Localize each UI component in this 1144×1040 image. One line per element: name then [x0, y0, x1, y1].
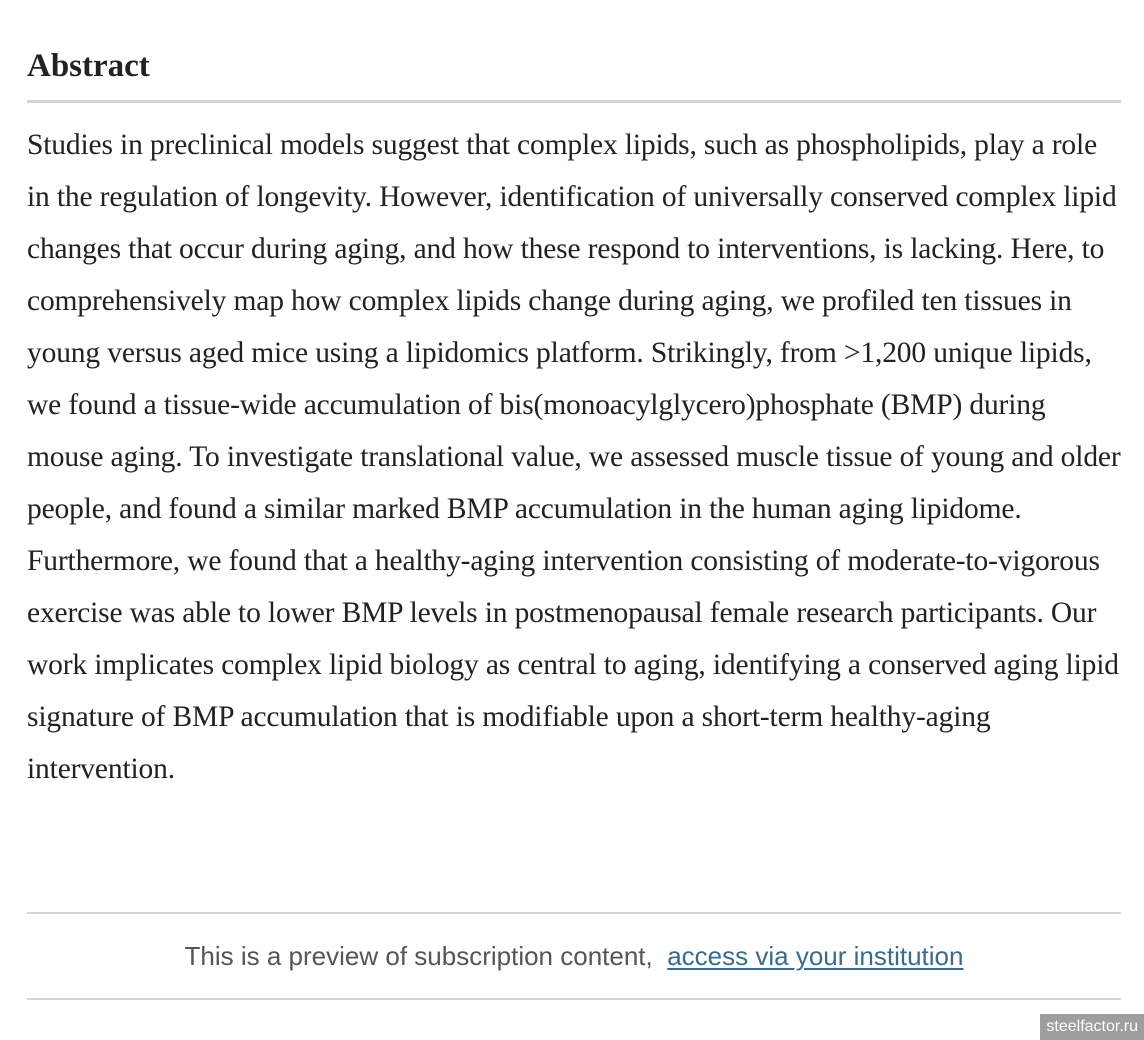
subscription-preview-notice — [27, 912, 1121, 1000]
access-via-institution-link[interactable]: access via your institution — [667, 940, 964, 971]
abstract-section — [27, 0, 1121, 795]
abstract-heading: Abstract — [27, 0, 1121, 103]
watermark: steelfactor.ru — [1040, 1014, 1144, 1040]
abstract-body: Studies in preclinical models suggest that complex lipids, such as phospholipids, play a role in the regulation of longevity. However, identification of universally conserved complex lipid changes that occur during aging, and how these respond to interventions, is lacking. Here, to comprehensively map how complex lipids change during aging, we profiled ten tissues in young versus aged mice using a lipidomics platform. Strikingly, from >1,200 unique lipids, we found a tissue-wide accumulation of bis(monoacylglycero)phosphate (BMP) during mouse aging. To investigate translational value, we assessed muscle tissue of young and older people, and found a similar marked BMP accumulation in the human aging lipidome. Furthermore, we found that a healthy-aging intervention consisting of moderate-to-vigorous exercise was able to lower BMP levels in postmenopausal female research participants. Our work implicates complex lipid biology as central to aging, identifying a conserved aging lipid signature of BMP accumulation that is modifiable upon a short-term healthy-aging intervention. — [27, 129, 1121, 785]
preview-notice-text: This is a preview of subscription content, — [184, 940, 660, 971]
